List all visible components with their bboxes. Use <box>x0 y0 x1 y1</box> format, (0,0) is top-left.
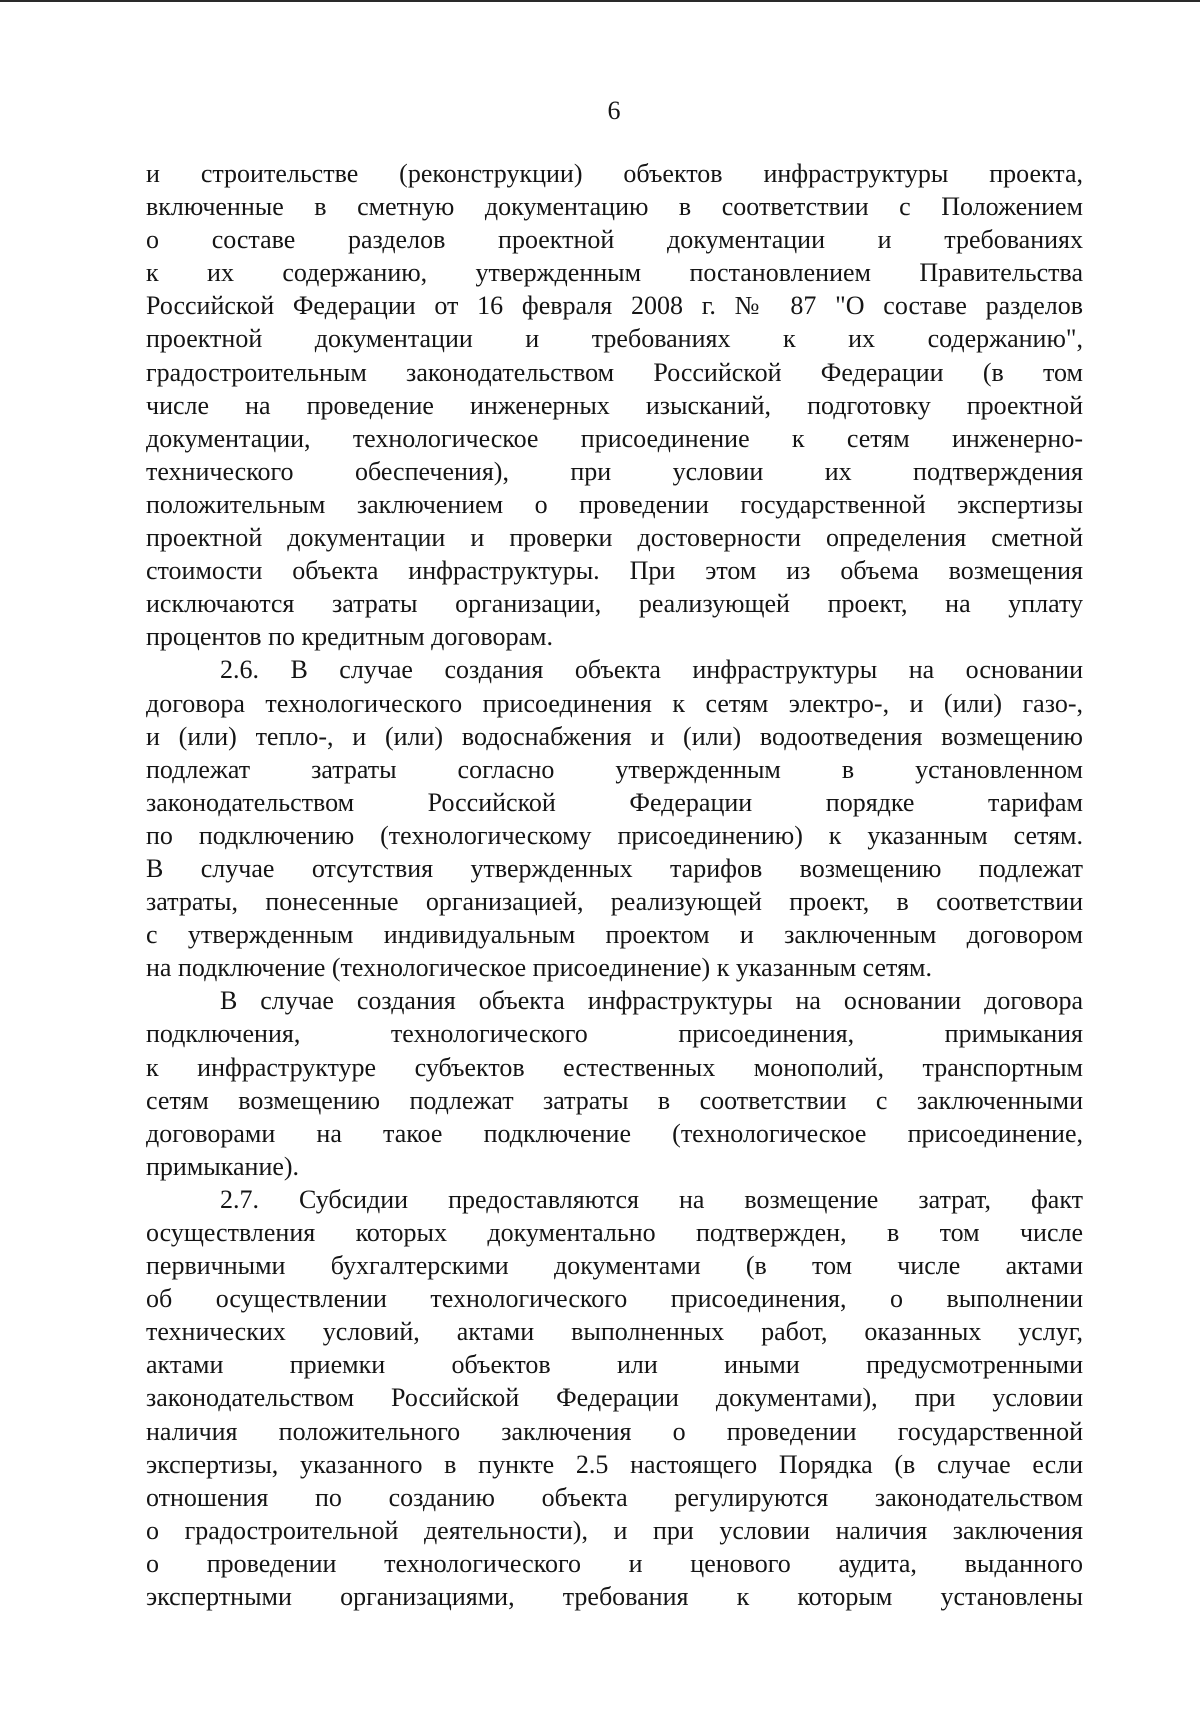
text-line: градостроительным законодательством Российской Федерации (в том <box>146 357 1083 387</box>
text-line: документации, технологическое присоединение к сетям инженерно- <box>146 423 1083 453</box>
text-line: В случае отсутствия утвержденных тарифов возмещению подлежат <box>146 853 1083 883</box>
text-line: экспертизы, указанного в пункте 2.5 настоящего Порядка (в случае если <box>146 1449 1083 1479</box>
paragraph-start-line: 2.6. В случае создания объекта инфраструктуры на основании <box>220 655 1083 685</box>
text-line: отношения по созданию объекта регулируются законодательством <box>146 1482 1083 1512</box>
text-line: экспертными организациями, требования к которым установлены <box>146 1582 1083 1612</box>
text-line: и (или) тепло-, и (или) водоснабжения и (или) водоотведения возмещению <box>146 721 1083 751</box>
text-line: к их содержанию, утвержденным постановлением Правительства <box>146 258 1083 288</box>
text-line: о составе разделов проектной документации и требованиях <box>146 225 1083 255</box>
text-line: затраты, понесенные организацией, реализующей проект, в соответствии <box>146 887 1083 917</box>
text-line: проектной документации и требованиях к их содержанию", <box>146 324 1083 354</box>
text-line: договорами на такое подключение (технологическое присоединение, <box>146 1118 1083 1148</box>
text-line: с утвержденным индивидуальным проектом и заключенным договором <box>146 920 1083 950</box>
text-line: первичными бухгалтерскими документами (в том числе актами <box>146 1251 1083 1281</box>
text-line: наличия положительного заключения о проведении государственной <box>146 1416 1083 1446</box>
text-line: проектной документации и проверки достоверности определения сметной <box>146 523 1083 553</box>
text-line: технических условий, актами выполненных работ, оказанных услуг, <box>146 1317 1083 1347</box>
scan-top-edge <box>0 0 1200 2</box>
text-line: числе на проведение инженерных изысканий, подготовку проектной <box>146 390 1083 420</box>
text-line: сетям возмещению подлежат затраты в соответствии с заключенными <box>146 1085 1083 1115</box>
text-line: на подключение (технологическое присоединение) к указанным сетям. <box>146 953 932 983</box>
text-line: о градостроительной деятельности), и при условии наличия заключения <box>146 1515 1083 1545</box>
text-line: подлежат затраты согласно утвержденным в установленном <box>146 754 1083 784</box>
text-line: процентов по кредитным договорам. <box>146 622 553 652</box>
text-line: договора технологического присоединения к сетям электро-, и (или) газо-, <box>146 688 1083 718</box>
text-line: о проведении технологического и ценового аудита, выданного <box>146 1548 1083 1578</box>
text-line: об осуществлении технологического присоединения, о выполнении <box>146 1284 1083 1314</box>
text-line: и строительстве (реконструкции) объектов инфраструктуры проекта, <box>146 159 1083 188</box>
text-line: стоимости объекта инфраструктуры. При этом из объема возмещения <box>146 556 1083 586</box>
page-number: 6 <box>607 96 621 125</box>
text-line: осуществления которых документально подтвержден, в том числе <box>146 1218 1083 1247</box>
text-line: актами приемки объектов или иными предусмотренными <box>146 1350 1083 1380</box>
text-line: включенные в сметную документацию в соответствии с Положением <box>146 192 1083 222</box>
text-line: по подключению (технологическому присоединению) к указанным сетям. <box>146 820 1083 850</box>
text-line: положительным заключением о проведении государственной экспертизы <box>146 489 1083 519</box>
paragraph-start-line: 2.7. Субсидии предоставляются на возмещение затрат, факт <box>220 1184 1083 1214</box>
body-text <box>146 157 1083 1613</box>
text-line: Российской Федерации от 16 февраля 2008 г. № 87 "О составе разделов <box>146 291 1083 321</box>
paragraph-start-line: В случае создания объекта инфраструктуры на основании договора <box>220 986 1083 1016</box>
text-line: исключаются затраты организации, реализующей проект, на уплату <box>146 589 1083 619</box>
text-line: законодательством Российской Федерации документами), при условии <box>146 1383 1083 1413</box>
text-line: технического обеспечения), при условии их подтверждения <box>146 456 1083 486</box>
text-line: примыкание). <box>146 1151 300 1181</box>
text-line: подключения, технологического присоединения, примыкания <box>146 1019 1083 1049</box>
text-line: законодательством Российской Федерации порядке тарифам <box>146 787 1083 817</box>
text-line: к инфраструктуре субъектов естественных монополий, транспортным <box>146 1052 1083 1082</box>
